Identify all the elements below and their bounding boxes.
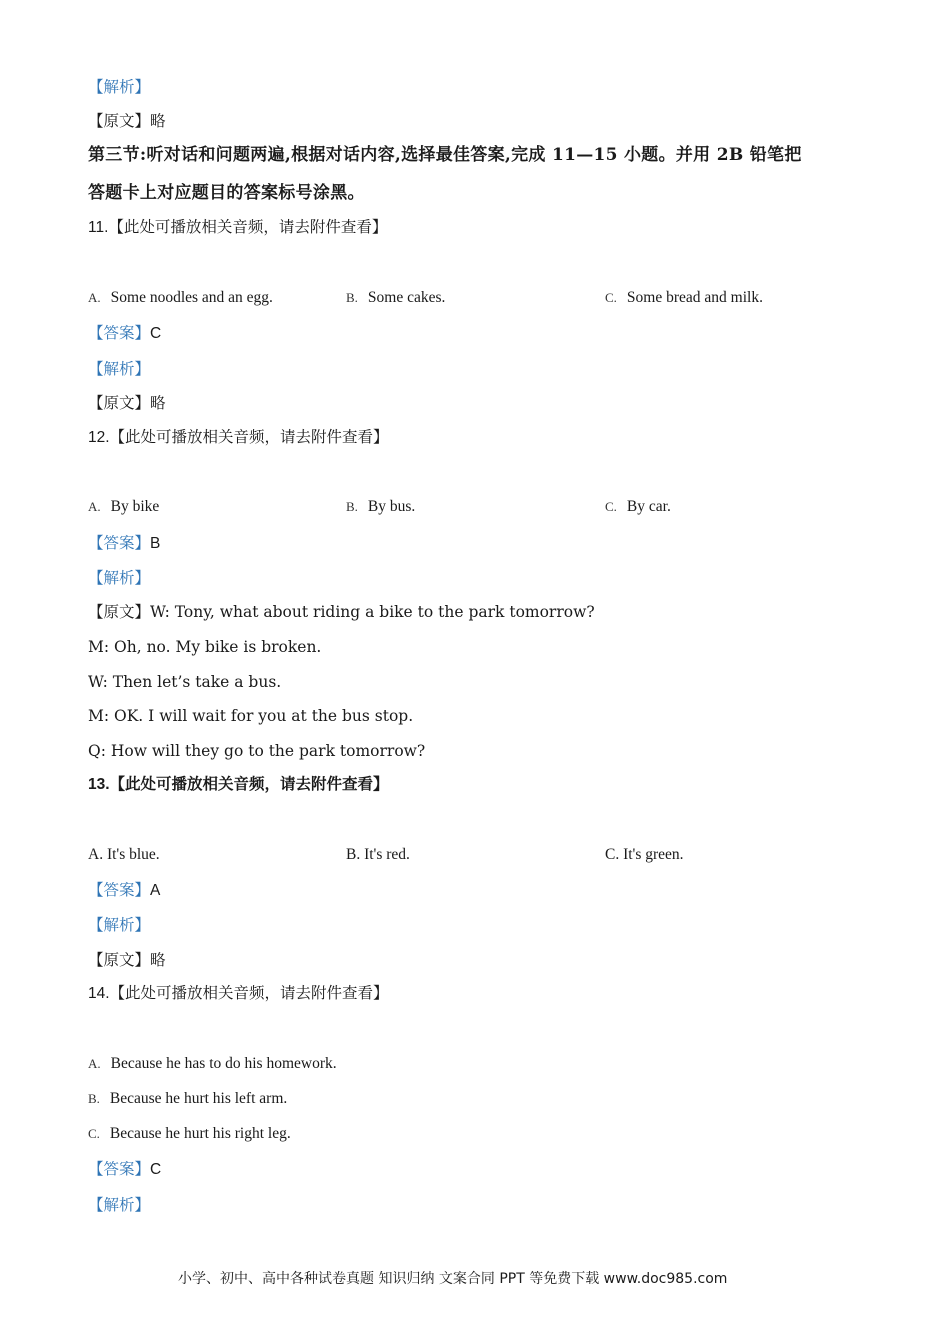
answer-line (88, 1158, 161, 1181)
analysis-label: 【解析】 (88, 569, 151, 587)
transcript-line: Q: How will they go to the park tomorrow? (88, 742, 426, 760)
option-c[interactable]: C. It's green. (605, 846, 684, 863)
answer-value: B (150, 535, 161, 552)
answer-value: C (150, 325, 162, 342)
option-c[interactable]: C. By car. (605, 498, 671, 515)
original-brief: 略 (150, 951, 166, 969)
original-text-line (88, 110, 166, 132)
option-b[interactable]: B. It's red. (346, 846, 410, 863)
option-a[interactable]: A. Some noodles and an egg. (88, 289, 273, 306)
transcript-line: M: OK. I will wait for you at the bus stop. (88, 707, 414, 725)
question-prompt: 13.【此处可播放相关音频，请去附件查看】 (88, 776, 389, 793)
answer-value: C (150, 1161, 162, 1178)
answer-label: 【答案】 (88, 534, 151, 552)
option-a[interactable]: A. It's blue. (88, 846, 160, 863)
section-heading-line-1: 第三节:听对话和问题两遍,根据对话内容,选择最佳答案,完成 11—15 小题。并用 2B 铅笔把 (88, 145, 802, 165)
option-b[interactable]: B. By bus. (346, 498, 416, 515)
question-prompt: 11.【此处可播放相关音频，请去附件查看】 (88, 219, 388, 236)
answer-value: A (150, 882, 161, 899)
answer-line (88, 879, 160, 902)
analysis-label: 【解析】 (88, 916, 151, 934)
option-a[interactable]: A. Because he has to do his homework. (88, 1055, 337, 1072)
page-footer: 小学、初中、高中各种试卷真题 知识归纳 文案合同 PPT 等免费下载 www.doc985.com (178, 1271, 728, 1287)
option-a[interactable]: A. By bike (88, 498, 160, 515)
original-text-line (88, 601, 595, 623)
option-b[interactable]: B. Because he hurt his left arm. (88, 1090, 288, 1107)
original-label: 【原文】 (88, 112, 151, 130)
question-prompt: 14.【此处可播放相关音频，请去附件查看】 (88, 985, 389, 1002)
option-b[interactable]: B. Some cakes. (346, 289, 446, 306)
answer-line (88, 322, 161, 345)
transcript-line: M: Oh, no. My bike is broken. (88, 638, 322, 656)
analysis-label: 【解析】 (88, 360, 151, 378)
original-label: 【原文】 (88, 394, 151, 412)
answer-label: 【答案】 (88, 324, 151, 342)
section-heading-line-2: 答题卡上对应题目的答案标号涂黑。 (88, 183, 365, 203)
option-c[interactable]: C. Some bread and milk. (605, 289, 763, 306)
answer-label: 【答案】 (88, 1160, 151, 1178)
analysis-label: 【解析】 (88, 1196, 151, 1214)
question-prompt: 12.【此处可播放相关音频，请去附件查看】 (88, 429, 389, 446)
option-c[interactable]: C. Because he hurt his right leg. (88, 1125, 291, 1142)
analysis-label: 【解析】 (88, 78, 151, 96)
original-brief: 略 (150, 394, 166, 412)
transcript-line: W: Tony, what about riding a bike to the park tomorrow? (150, 603, 595, 621)
original-text-line (88, 949, 166, 971)
answer-line (88, 532, 160, 555)
answer-label: 【答案】 (88, 881, 151, 899)
original-brief: 略 (150, 112, 166, 130)
original-label: 【原文】 (88, 603, 151, 621)
original-label: 【原文】 (88, 951, 151, 969)
original-text-line (88, 392, 166, 414)
transcript-line: W: Then let’s take a bus. (88, 673, 282, 691)
